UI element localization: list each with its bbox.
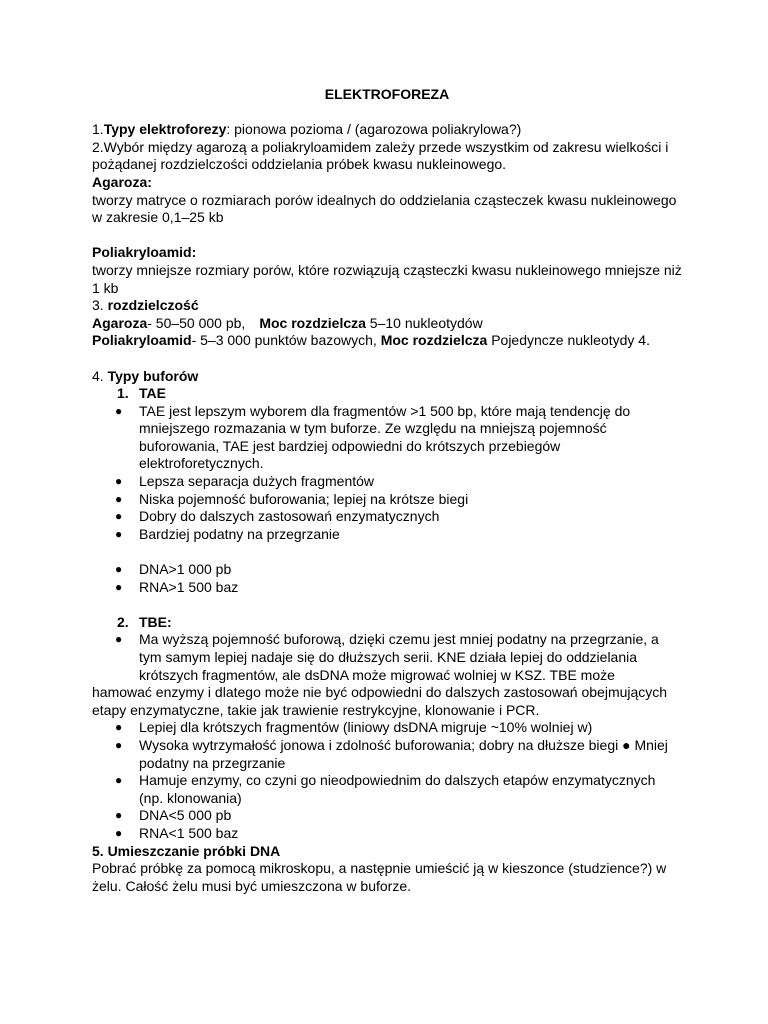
list-item: ● DNA<5 000 pb xyxy=(92,807,682,825)
s1-prefix: 1. xyxy=(92,121,104,138)
poli-heading-text: Poliakryloamid: xyxy=(92,244,197,261)
list-item: ● Bardziej podatny na przegrzanie xyxy=(92,526,682,544)
res1-b: - 50–50 000 pb, xyxy=(147,314,246,331)
list-item: ● Wysoka wytrzymałość jonowa i zdolność buforowania; dobry na dłuższe biegi ● Mniej podatny na przegrzanie xyxy=(92,737,682,772)
agaroza-heading xyxy=(92,174,682,192)
s5-bold: 5. Umieszczanie próbki DNA xyxy=(92,842,281,859)
res1-a: Agaroza xyxy=(92,314,148,331)
s3-bold: rozdzielczość xyxy=(107,297,199,314)
page-title: ELEKTROFOREZA xyxy=(324,86,450,102)
tbe-label: TBE: xyxy=(139,613,172,630)
list-item: ● RNA<1 500 baz xyxy=(92,825,682,843)
tbe-continuation: hamować enzymy i dlatego może nie być odpowiedni do dalszych zastosowań obejmujących etapy enzymatyczne, takie jak trawienie restrykcyjne, klonowanie i PCR. xyxy=(92,684,668,718)
tae-bullets xyxy=(92,403,682,544)
poli-heading xyxy=(92,244,682,262)
spacer xyxy=(92,350,682,368)
list-item: ● Lepsza separacja dużych fragmentów xyxy=(92,473,682,491)
section-3 xyxy=(92,297,682,315)
res2-a: Poliakryloamid xyxy=(92,332,192,349)
resolution-agaroza xyxy=(92,315,682,333)
res2-c: Moc rozdzielcza xyxy=(380,332,488,349)
section-2: 2.Wybór między agarozą a poliakryloamidem zależy przede wszystkim od zakresu wielkości i pożądanej rozdzielczości oddzielania próbek kwasu nukleinowego. xyxy=(92,138,669,173)
res2-b: - 5–3 000 punktów bazowych, xyxy=(191,332,381,349)
agaroza-heading-text: Agaroza: xyxy=(92,173,152,190)
s4-bold: Typy buforów xyxy=(107,367,199,384)
tae-label: TAE xyxy=(139,385,166,402)
list-item: ● RNA>1 500 baz xyxy=(92,579,682,597)
list-item: ● DNA>1 000 pb xyxy=(92,561,682,579)
section-1 xyxy=(92,121,682,139)
list-item: ● Niska pojemność buforowania; lepiej na krótsze biegi xyxy=(92,491,682,509)
resolution-poli xyxy=(92,332,682,350)
list-item: ● Ma wyższą pojemność buforową, dzięki czemu jest mniej podatny na przegrzanie, a tym samym lepiej nadaje się do dłuższych serii. KNE działa lepiej do oddzielania krótszych fragmentów, ale dsDNA może migrować wolniej w KSZ. TBE może xyxy=(92,631,682,684)
tbe-heading xyxy=(92,614,682,632)
section-5-heading xyxy=(92,843,682,861)
tbe-first-bullet xyxy=(92,631,682,684)
s4-prefix: 4. xyxy=(92,367,108,384)
tbe-bullets xyxy=(92,719,682,842)
res1-c: Moc rozdzielcza xyxy=(259,314,366,331)
list-item: ● TAE jest lepszym wyborem dla fragmentów >1 500 bp, które mają tendencję do mniejszego rozmazania w tym buforze. Ze względu na mniejszą pojemność buforowania, TAE jest bardziej odpowiedni do krótszych przebiegów elektroforetycznych. xyxy=(92,403,682,473)
spacer xyxy=(92,596,682,614)
res1-d: 5–10 nukleotydów xyxy=(365,314,483,331)
tbe-num: 2. xyxy=(117,613,129,630)
tae-num: 1. xyxy=(117,385,129,402)
document-page xyxy=(92,86,682,895)
s3-prefix: 3. xyxy=(92,297,108,314)
list-item: ● Lepiej dla krótszych fragmentów (liniowy dsDNA migruje ~10% wolniej w) xyxy=(92,719,682,737)
tae-heading xyxy=(92,385,682,403)
s1-rest: : pionowa pozioma / (agarozowa poliakrylowa?) xyxy=(226,121,522,138)
agaroza-text: tworzy matryce o rozmiarach porów idealnych do oddzielania cząsteczek kwasu nukleinowego w zakresie 0,1–25 kb xyxy=(92,191,677,226)
s1-bold: Typy elektroforezy xyxy=(103,121,227,138)
section-4 xyxy=(92,368,682,386)
spacer xyxy=(92,543,682,561)
res2-d: Pojedyncze nukleotydy 4. xyxy=(487,332,650,349)
spacer xyxy=(92,227,682,245)
list-item: ● Hamuje enzymy, co czyni go nieodpowiednim do dalszych etapów enzymatycznych (np. klonowania) xyxy=(92,772,682,807)
tae-bullets-2 xyxy=(92,561,682,596)
poli-text: tworzy mniejsze rozmiary porów, które rozwiązują cząsteczki kwasu nukleinowego mniejsze niż 1 kb xyxy=(92,261,682,296)
list-item: ● Dobry do dalszych zastosowań enzymatycznych xyxy=(92,508,682,526)
section-5-text: Pobrać próbkę za pomocą mikroskopu, a następnie umieścić ją w kieszonce (studzience?) w żelu. Całość żelu musi być umieszczona w buforze. xyxy=(92,860,667,894)
